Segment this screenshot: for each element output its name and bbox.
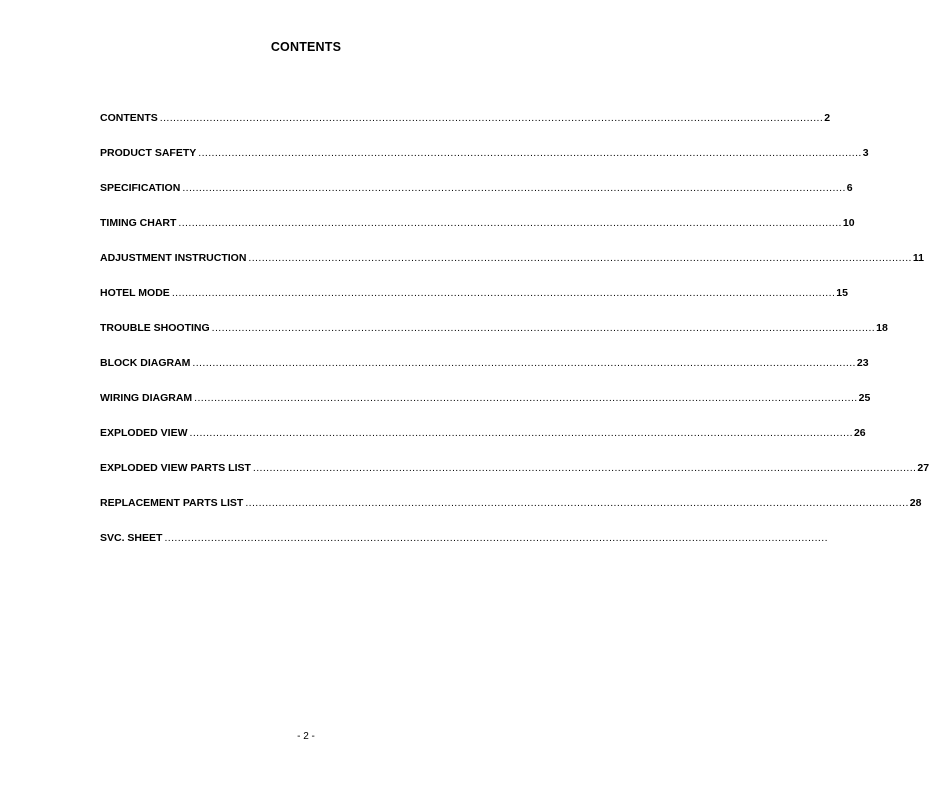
dot-leader: ........................................................................................................................................................................................................ — [248, 252, 912, 264]
toc-entry-specification[interactable] — [100, 182, 853, 217]
toc-entry-svc-sheet[interactable] — [100, 532, 828, 567]
toc-entry-label: PRODUCT SAFETY — [100, 147, 197, 159]
toc-entry-page: 6 — [846, 182, 853, 194]
toc-entry-label: BLOCK DIAGRAM — [100, 357, 191, 369]
toc-entry-product-safety[interactable] — [100, 147, 869, 182]
dot-leader: ........................................................................................................................................................................................................ — [252, 462, 917, 474]
toc-entry-label: SPECIFICATION — [100, 182, 181, 194]
page-number-footer: - 2 - — [297, 731, 315, 742]
toc-entry-label: WIRING DIAGRAM — [100, 392, 193, 404]
toc-entry-page: 28 — [909, 497, 922, 509]
toc-entry-page: 3 — [862, 147, 869, 159]
toc-entry-page: 27 — [917, 462, 929, 474]
toc-entry-trouble-shooting[interactable] — [100, 322, 888, 357]
toc-entry-page: 23 — [856, 357, 869, 369]
toc-entry-label: TIMING CHART — [100, 217, 177, 229]
toc-entry-page: 25 — [858, 392, 871, 404]
toc-entry-page: 18 — [876, 322, 888, 334]
dot-leader: ........................................................................................................................................................................................................ — [189, 427, 853, 439]
toc-entry-label: TROUBLE SHOOTING — [100, 322, 210, 334]
toc-entry-wiring-diagram[interactable] — [100, 392, 871, 427]
toc-entry-label: EXPLODED VIEW PARTS LIST — [100, 462, 251, 474]
dot-leader: ........................................................................................................................................................................................................ — [194, 392, 858, 404]
dot-leader: ........................................................................................................................................................................................................ — [164, 532, 828, 544]
toc-entry-block-diagram[interactable] — [100, 357, 869, 392]
table-of-contents — [100, 112, 929, 567]
toc-entry-page: 10 — [842, 217, 855, 229]
toc-entry-hotel-mode[interactable] — [100, 287, 848, 322]
toc-entry-label: ADJUSTMENT INSTRUCTION — [100, 252, 247, 264]
dot-leader: ........................................................................................................................................................................................................ — [211, 322, 876, 334]
page-title: CONTENTS — [270, 40, 342, 54]
toc-entry-page: 15 — [836, 287, 848, 299]
toc-entry-label: REPLACEMENT PARTS LIST — [100, 497, 244, 509]
dot-leader: ........................................................................................................................................................................................................ — [198, 147, 862, 159]
toc-entry-page: 2 — [824, 112, 831, 124]
dot-leader: ........................................................................................................................................................................................................ — [192, 357, 856, 369]
toc-entry-label: HOTEL MODE — [100, 287, 170, 299]
toc-entry-exploded-view-parts-list[interactable] — [100, 462, 929, 497]
toc-entry-label: CONTENTS — [100, 112, 158, 124]
dot-leader: ........................................................................................................................................................................................................ — [182, 182, 846, 194]
dot-leader: ........................................................................................................................................................................................................ — [171, 287, 836, 299]
toc-entry-contents[interactable] — [100, 112, 831, 147]
dot-leader: ........................................................................................................................................................................................................ — [245, 497, 909, 509]
toc-entry-page: 26 — [853, 427, 866, 439]
toc-entry-timing-chart[interactable] — [100, 217, 855, 252]
toc-entry-label: EXPLODED VIEW — [100, 427, 188, 439]
toc-entry-exploded-view[interactable] — [100, 427, 866, 462]
toc-entry-replacement-parts-list[interactable] — [100, 497, 922, 532]
toc-entry-page: 11 — [912, 252, 924, 264]
toc-entry-label: SVC. SHEET — [100, 532, 163, 544]
dot-leader: ........................................................................................................................................................................................................ — [178, 217, 842, 229]
dot-leader: ........................................................................................................................................................................................................ — [159, 112, 824, 124]
toc-entry-adjustment-instruction[interactable] — [100, 252, 924, 287]
